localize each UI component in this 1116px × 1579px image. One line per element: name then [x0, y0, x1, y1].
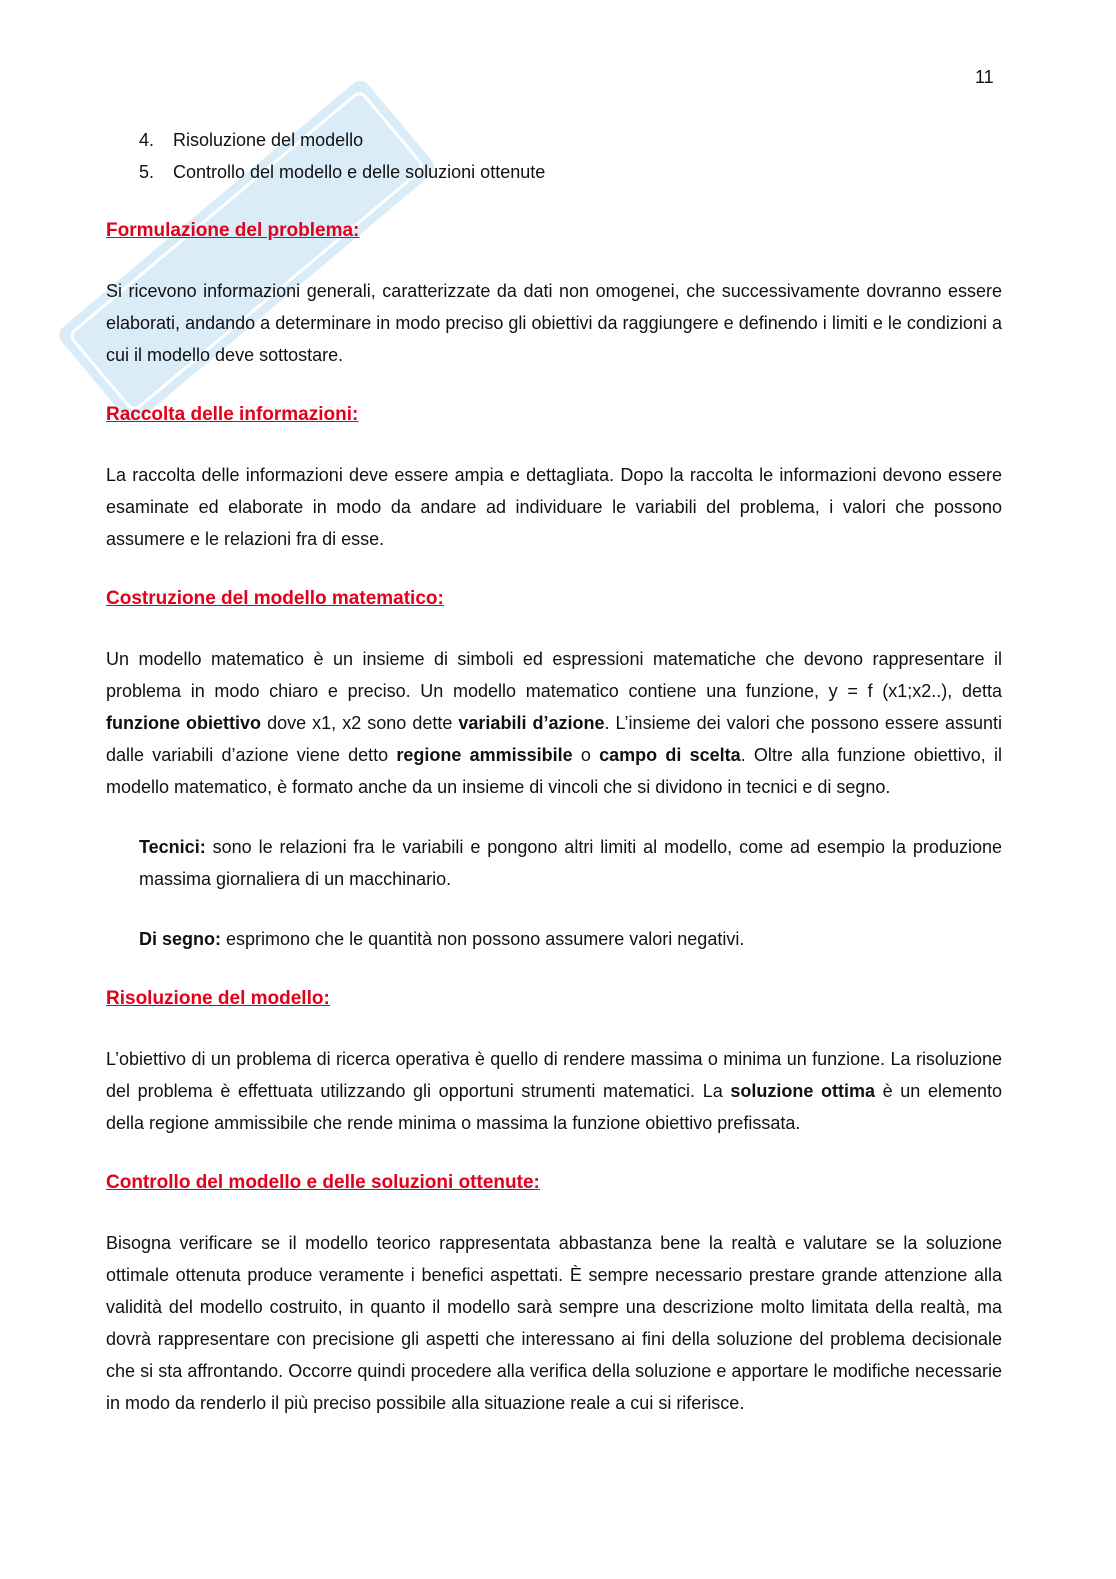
paragraph-controllo: Bisogna verificare se il modello teorico rappresentata abbastanza bene la realtà e valutare se la soluzione ottimale ottenuta produce veramente i benefici aspettati. È sempre necessario prestare grande attenzione alla validità del modello costruito, in quanto il modello sarà sempre una descrizione molto limitata della realtà, ma dovrà rappresentare con precisione gli aspetti che interessano ai fini della soluzione del problema decisionale che si sta affrontando. Occorre quindi procedere alla verifica della soluzione e apportare le modifiche necessarie in modo da renderlo il più preciso possibile alla situazione reale a cui si riferisce.	[106, 1233, 1002, 1413]
paragraph-raccolta: La raccolta delle informazioni deve essere ampia e dettagliata. Dopo la raccolta le informazioni devono essere esaminate ed elaborate in modo da andare ad individuare le variabili del problema, i valori che possono assumere e le relazioni fra di esse.	[106, 465, 1002, 549]
term-variabili-azione: variabili d’azione	[458, 713, 605, 733]
steps-list	[106, 124, 1002, 188]
paragraph-segno: Di segno: esprimono che le quantità non possono assumere valori negativi.	[139, 929, 745, 949]
list-item: 4. Risoluzione del modello	[139, 130, 364, 150]
heading-raccolta: Raccolta delle informazioni:	[106, 404, 359, 425]
term-campo-di-scelta: campo di scelta	[599, 745, 741, 765]
label-tecnici: Tecnici:	[139, 837, 206, 857]
term-funzione-obiettivo: funzione obiettivo	[106, 713, 262, 733]
heading-risoluzione: Risoluzione del modello:	[106, 988, 330, 1009]
paragraph-formulazione: Si ricevono informazioni generali, caratterizzate da dati non omogenei, che successivamente dovranno essere elaborati, andando a determinare in modo preciso gli obiettivi da raggiungere e definendo i limiti e le condizioni a cui il modello deve sottostare.	[106, 281, 1002, 365]
heading-formulazione: Formulazione del problema:	[106, 220, 360, 241]
paragraph-costruzione: Un modello matematico è un insieme di simboli ed espressioni matematiche che devono rappresentare il problema in modo chiaro e preciso. Un modello matematico contiene una funzione, y = f (x1;x2..), detta funzione obiettivo dove x1, x2 sono dette variabili d’azione. L’insieme dei valori che possono essere assunti dalle variabili d’azione viene detto regione ammissibile o campo di scelta. Oltre alla funzione obiettivo, il modello matematico, è formato anche da un insieme di vincoli che si dividono in tecnici e di segno.	[106, 649, 1003, 797]
paragraph-risoluzione: L’obiettivo di un problema di ricerca operativa è quello di rendere massima o minima un funzione. La risoluzione del problema è effettuata utilizzando gli opportuni strumenti matematici. La soluzione ottima è un elemento della regione ammissibile che rende minima o massima la funzione obiettivo prefissata.	[106, 1049, 1002, 1133]
page-number: 11	[975, 67, 994, 87]
term-regione-ammissibile: regione ammissibile	[396, 745, 573, 765]
list-item: 5. Controllo del modello e delle soluzioni ottenute	[139, 162, 546, 182]
document-body	[106, 124, 1002, 1419]
paragraph-tecnici: Tecnici: sono le relazioni fra le variabili e pongono altri limiti al modello, come ad esempio la produzione massima giornaliera di un macchinario.	[139, 837, 1002, 889]
heading-controllo: Controllo del modello e delle soluzioni ottenute:	[106, 1172, 540, 1193]
label-di-segno: Di segno:	[139, 929, 222, 949]
heading-costruzione: Costruzione del modello matematico:	[106, 588, 444, 609]
term-soluzione-ottima: soluzione ottima	[730, 1081, 875, 1101]
